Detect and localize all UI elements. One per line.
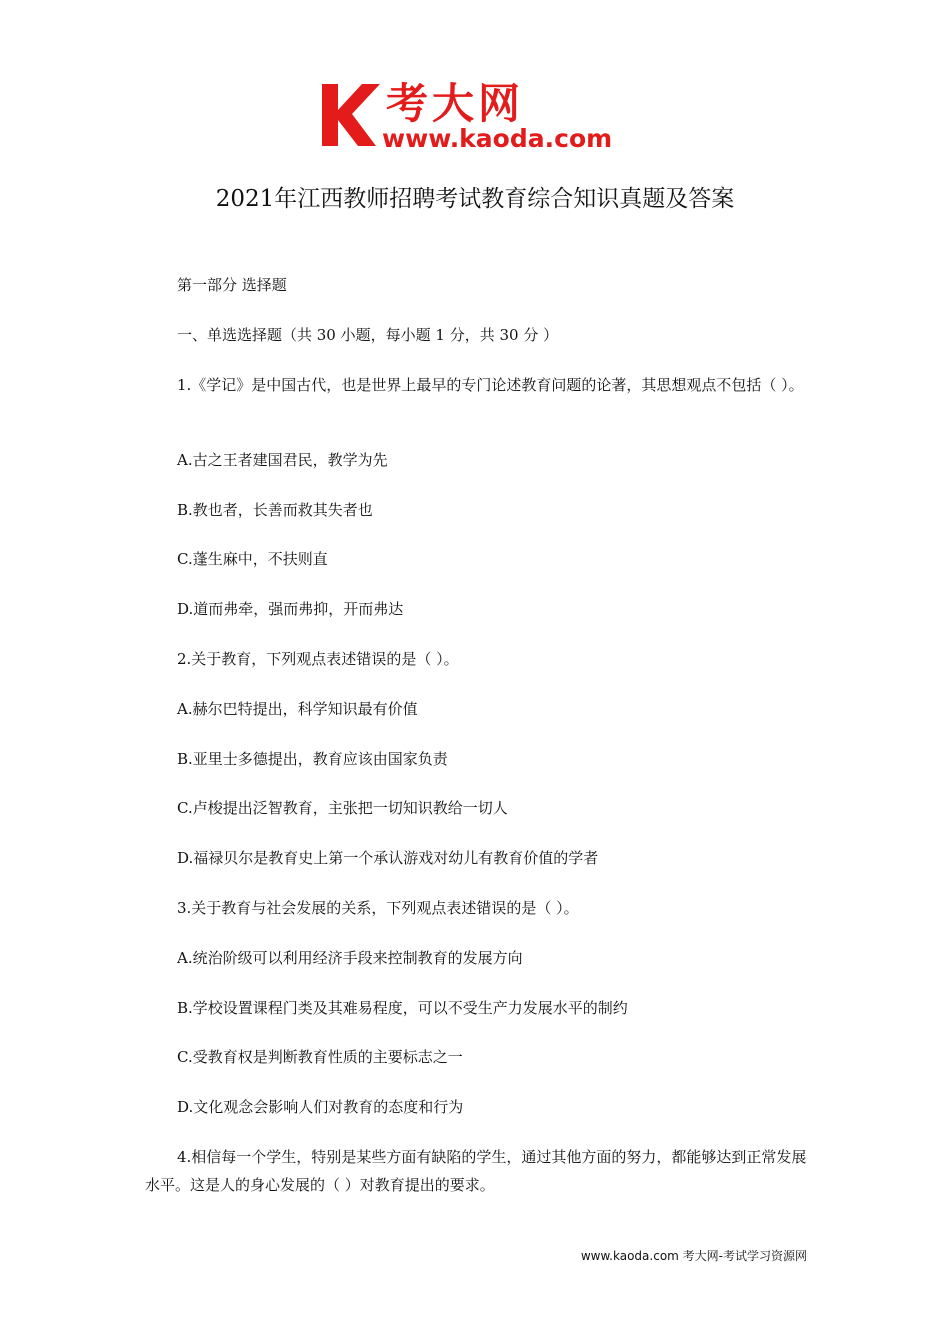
logo-url-text: www.kaoda.com	[382, 124, 613, 153]
question-type-heading: 一、单选选择题（共 30 小题，每小题 1 分，共 30 分 ）	[177, 326, 559, 344]
question-2-option-a: A.赫尔巴特提出，科学知识最有价值	[177, 700, 418, 718]
question-3-option-c: C.受教育权是判断教育性质的主要标志之一	[177, 1048, 463, 1066]
logo-brand-text: 考大网	[386, 79, 525, 128]
question-3-option-d: D.文化观念会影响人们对教育的态度和行为	[177, 1098, 464, 1116]
question-2-option-b: B.亚里士多德提出，教育应该由国家负责	[177, 750, 448, 768]
question-1-option-b: B.教也者，长善而救其失者也	[177, 501, 373, 519]
question-1-option-a: A.古之王者建国君民，教学为先	[177, 451, 388, 469]
section-heading: 第一部分 选择题	[177, 276, 287, 294]
page-footer: www.kaoda.com 考大网-考试学习资源网	[580, 1249, 807, 1263]
k-logo-icon	[318, 78, 388, 150]
question-2-option-d: D.福禄贝尔是教育史上第一个承认游戏对幼儿有教育价值的学者	[177, 849, 599, 867]
question-3: 3.关于教育与社会发展的关系，下列观点表述错误的是（ ）。	[177, 899, 579, 917]
question-1-option-c: C.蓬生麻中，不扶则直	[177, 550, 328, 568]
kaoda-logo	[318, 78, 648, 170]
document-title: 2021年江西教师招聘考试教育综合知识真题及答案	[215, 186, 735, 212]
question-2-option-c: C.卢梭提出泛智教育，主张把一切知识教给一切人	[177, 799, 508, 817]
question-3-option-b: B.学校设置课程门类及其难易程度，可以不受生产力发展水平的制约	[177, 999, 628, 1017]
question-4: 4.相信每一个学生，特别是某些方面有缺陷的学生，通过其他方面的努力，都能够达到正常发展水平。这是人的身心发展的（ ）对教育提出的要求。	[145, 1148, 807, 1194]
question-1-option-d: D.道而弗牵，强而弗抑，开而弗达	[177, 600, 404, 618]
question-1: 1.《学记》是中国古代，也是世界上最早的专门论述教育问题的论著，其思想观点不包括（ ）。	[177, 376, 804, 394]
question-3-option-a: A.统治阶级可以利用经济手段来控制教育的发展方向	[177, 949, 523, 967]
question-2: 2.关于教育，下列观点表述错误的是（ ）。	[177, 650, 459, 668]
